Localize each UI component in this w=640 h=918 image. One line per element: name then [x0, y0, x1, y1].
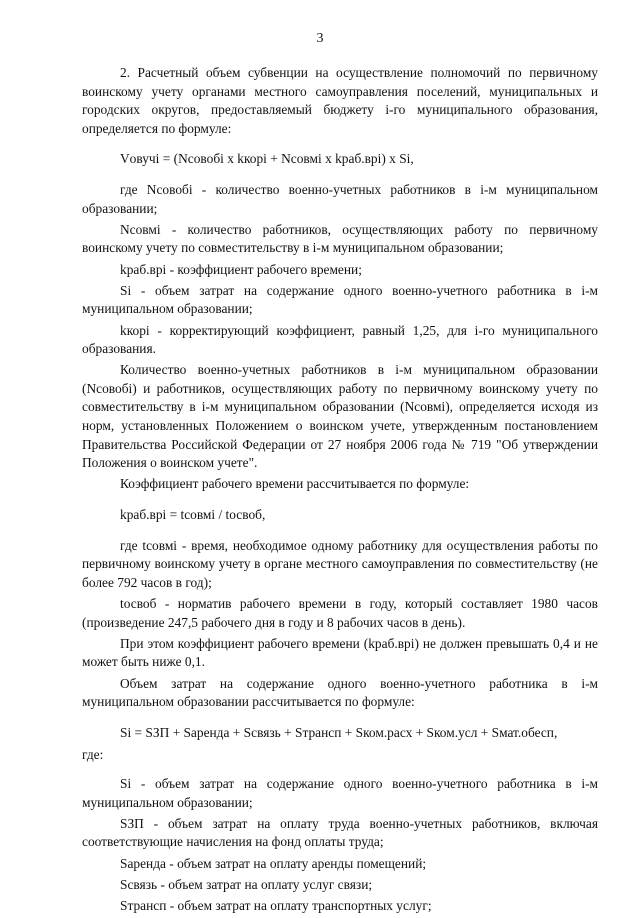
- definition-si-cost: Si - объем затрат на содержание одного военно-учетного работника в i-м муниципальном образовании;: [82, 775, 598, 810]
- definition-szp: SЗП - объем затрат на оплату труда военно-учетных работников, включая соответствующие начисления на фонд оплаты труда;: [82, 815, 598, 850]
- paragraph-worker-count: Количество военно-учетных работников в i-м муниципальном образовании (Nсовобi) и работников, осуществляющих работу по первичному воинскому учету по совместительству в i-м муниципальном образовании (Nсовмi), определяется исходя из норм, установленных Положением о воинском учете, утвержденным постановлением Правительства Российской Федерации от 27 ноября 2006 года № 719 "Об утверждении Положения о воинском учете".: [82, 362, 598, 471]
- formula-cost-volume: Si = SЗП + Sаренда + Sсвязь + Sтрансп + Sком.расх + Sком.усл + Sмат.обесп,: [120, 724, 558, 740]
- definition-si: Si - объем затрат на содержание одного военно-учетного работника в i-м муниципальном образовании;: [82, 282, 598, 317]
- paragraph-subvention-volume: 2. Расчетный объем субвенции на осуществление полномочий по первичному воинскому учету органами местного самоуправления поселений, муниципальных и городских округов, предоставляемый бюджету i-го муниципального образования, определяется по формуле:: [82, 65, 598, 136]
- formula-subvention: Vовучi = (Nсовобi x kкорi + Nсовмi x kраб.врi) x Si,: [120, 151, 414, 167]
- document-body: [82, 64, 598, 918]
- page-number: 3: [316, 31, 324, 46]
- definition-nsovob: где Nсовобi - количество военно-учетных работников в i-м муниципальном образовании;: [82, 181, 598, 216]
- definition-kkor: kкорi - корректирующий коэффициент, равный 1,25, для i-го муниципального образования.: [82, 322, 598, 357]
- label-where: где:: [82, 747, 104, 763]
- formula-time-coefficient: kраб.врi = tсовмi / tосвоб,: [120, 507, 266, 523]
- definition-stransp: Sтрансп - объем затрат на оплату транспортных услуг;: [120, 897, 432, 913]
- definition-tsovm: где tсовмi - время, необходимое одному работнику для осуществления работы по первичному воинскому учету в органе местного самоуправления по совместительству (не более 792 часов в год);: [82, 537, 598, 590]
- definition-tosvob: tосвоб - норматив рабочего времени в году, который составляет 1980 часов (произведение 247,5 рабочего дня в году и 8 рабочих часов в день).: [82, 596, 598, 630]
- definition-krab: kраб.врi - коэффициент рабочего времени;: [120, 261, 362, 277]
- paragraph-cost-volume: Объем затрат на содержание одного военно-учетного работника в i-м муниципальном образовании рассчитывается по формуле:: [82, 675, 598, 710]
- definition-nsovm: Nсовмi - количество работников, осуществляющих работу по первичному воинскому учету по совместительству в i-м муниципальном образовании;: [82, 221, 598, 256]
- paragraph-coefficient-limits: При этом коэффициент рабочего времени (kраб.врi) не должен превышать 0,4 и не может быть ниже 0,1.: [82, 635, 598, 670]
- definition-ssvyaz: Sсвязь - объем затрат на оплату услуг связи;: [120, 876, 373, 892]
- definition-sarenda: Sаренда - объем затрат на оплату аренды помещений;: [120, 855, 427, 871]
- paragraph-time-coefficient: Коэффициент рабочего времени рассчитывается по формуле:: [120, 476, 470, 492]
